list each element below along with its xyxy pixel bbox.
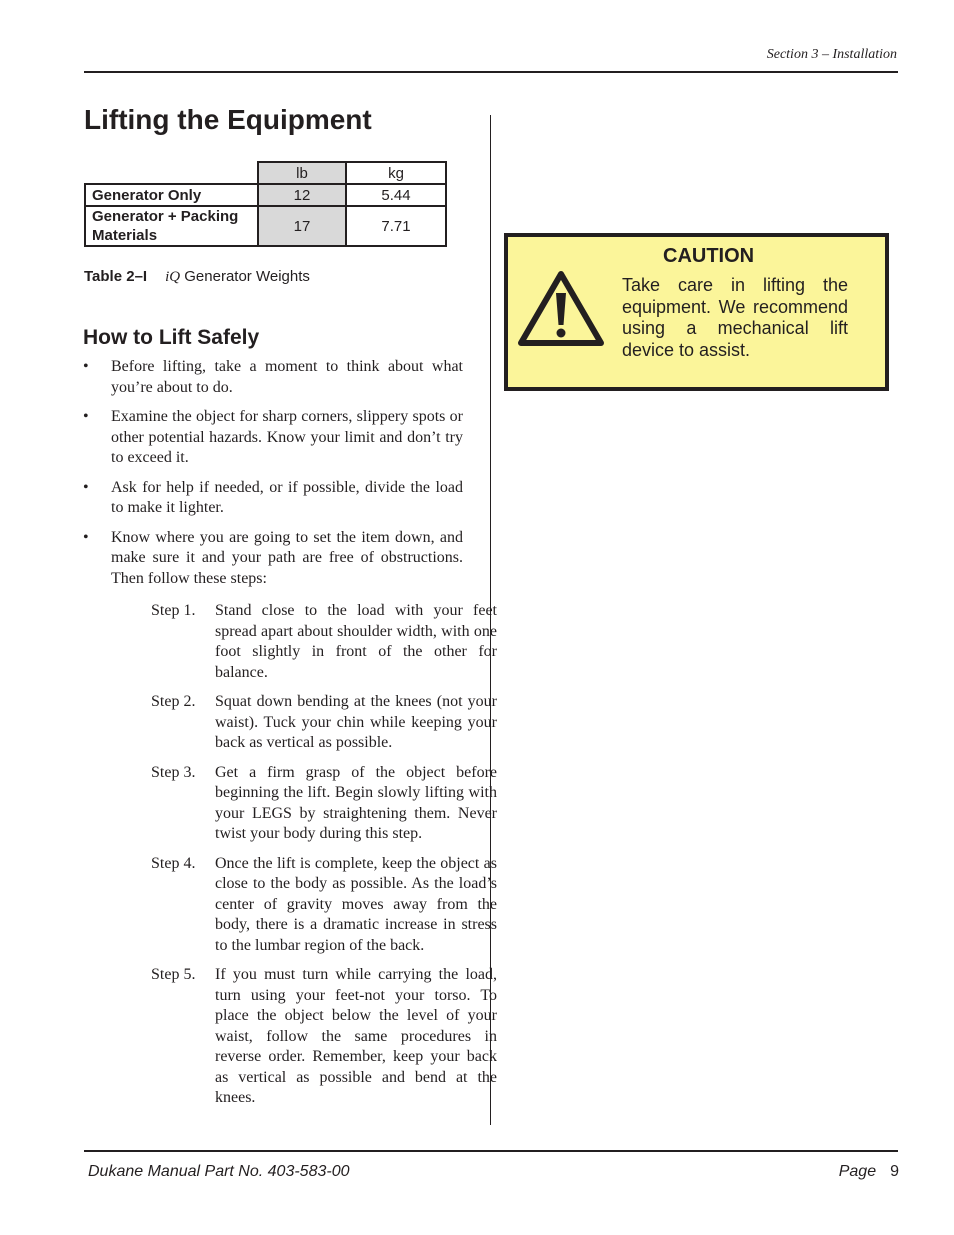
page-label: Page: [838, 1163, 877, 1180]
header-rule: [84, 71, 898, 73]
step-text: If you must turn while carrying the load, turn using your feet-not your torso. To place the object below the level of your waist, follow the same procedures in reverse order. Remember, keep your back as vertical as possible and bend at the knees.: [215, 966, 497, 1106]
step-item: [151, 601, 497, 683]
bullet-list: [83, 357, 497, 1118]
table-header-row: [85, 162, 446, 184]
list-item-text: Before lifting, take a moment to think about what you’re about to do.: [111, 358, 463, 396]
footer-part-number: Dukane Manual Part No. 403-583-00: [88, 1163, 350, 1180]
bullet-dot: •: [83, 358, 89, 375]
list-item-text: Know where you are going to set the item down, and make sure it and your path are free of obstructions. Then follow these steps:: [111, 528, 463, 587]
step-item: [151, 692, 497, 754]
steps-list: [151, 601, 497, 1109]
kg-value: 7.71: [346, 206, 446, 246]
table-row: [85, 184, 446, 206]
column-header-lb: lb: [258, 162, 346, 184]
lb-value: 17: [258, 206, 346, 246]
list-item-text: Examine the object for sharp corners, slippery spots or other potential hazards. Know your limit and don’t try to exceed it.: [111, 408, 463, 466]
step-label: Step 4.: [151, 854, 196, 872]
bullet-dot: •: [83, 408, 89, 425]
lb-value: 12: [258, 184, 346, 206]
row-label: Generator Only: [85, 184, 258, 206]
step-text: Once the lift is complete, keep the object as close to the body as possible. As the load’s center of gravity moves away from the body, there is a dramatic increase in stress to the lumbar region of the back.: [215, 854, 497, 954]
list-item: [83, 478, 463, 519]
caution-box: [504, 233, 889, 391]
step-label: Step 2.: [151, 693, 196, 710]
page-title: Lifting the Equipment: [84, 104, 372, 135]
step-text: Get a firm grasp of the object before beginning the lift. Begin slowly lifting with your LEGS by straightening them. Never twist your body during this step.: [215, 763, 497, 842]
row-label: Generator + Packing Materials: [85, 206, 258, 246]
footer-page: [839, 1163, 899, 1181]
step-item: [151, 854, 497, 957]
column-header-kg: kg: [346, 162, 446, 184]
warning-triangle-icon: [516, 269, 606, 349]
step-label: Step 5.: [151, 966, 196, 983]
bullet-dot: •: [83, 478, 89, 496]
kg-value: 5.44: [346, 184, 446, 206]
page-number: 9: [890, 1163, 899, 1180]
list-item: [83, 407, 463, 469]
caution-text: Take care in lifting the equipment. We recommend using a mechanical lift device to assist.: [622, 275, 848, 360]
step-item: [151, 763, 497, 845]
step-label: Step 3.: [151, 763, 196, 781]
step-text: Squat down bending at the knees (not your waist). Tuck your chin while keeping your back as vertical as possible.: [215, 693, 497, 751]
list-item: [83, 528, 497, 1109]
weights-table: [84, 161, 447, 247]
step-item: [151, 965, 497, 1109]
table-caption: [84, 268, 310, 286]
list-item: [83, 357, 463, 398]
table-caption-text: Generator Weights: [180, 268, 310, 285]
bullet-dot: •: [83, 528, 89, 546]
list-item-text: Ask for help if needed, or if possible, divide the load to make it lighter.: [111, 478, 463, 516]
step-label: Step 1.: [151, 602, 196, 619]
table-caption-product: iQ: [165, 269, 181, 285]
section-header: Section 3 – Installation: [766, 47, 897, 62]
step-text: Stand close to the load with your feet spread apart about shoulder width, with one foot slightly in front of the other for balance.: [215, 602, 497, 681]
table-corner-cell: [85, 162, 258, 184]
table-row: [85, 206, 446, 246]
caution-title: CAUTION: [663, 245, 755, 267]
table-caption-number: Table 2–I: [84, 268, 148, 285]
footer-rule: [84, 1150, 898, 1152]
lift-safely-heading: How to Lift Safely: [83, 326, 260, 349]
